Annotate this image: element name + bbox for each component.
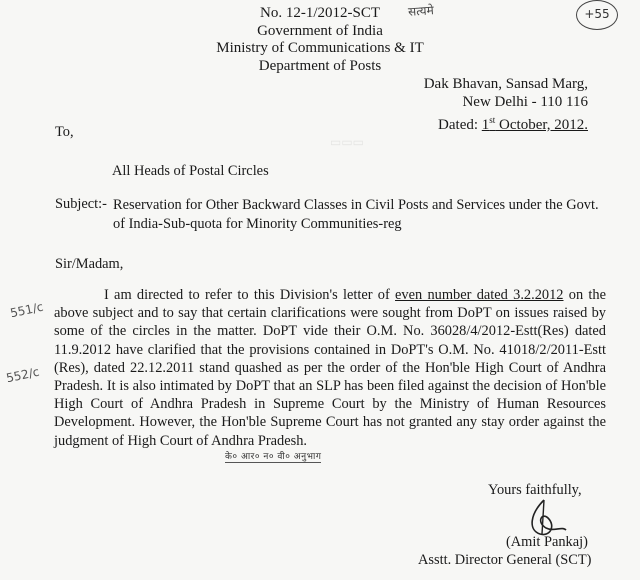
file-number: No. 12-1/2012-SCT: [260, 5, 380, 21]
body-intro: I am directed to refer to this Division's letter of: [104, 287, 396, 303]
government-line: Government of India: [257, 23, 383, 39]
top-scribble: सत्यमे: [407, 3, 435, 19]
signatory-designation: Asstt. Director General (SCT): [418, 552, 592, 568]
signatory-name: (Amit Pankaj): [506, 534, 588, 550]
yours-faithfully: Yours faithfully,: [488, 482, 582, 498]
address-line-2: New Delhi - 110 116: [462, 94, 588, 110]
address-line-1: Dak Bhavan, Sansad Marg,: [423, 76, 588, 92]
margin-note-2: 552/c: [4, 364, 41, 386]
body-underlined-ref: even number dated 3.2.2012: [395, 287, 564, 303]
subject-text: Reservation for Other Backward Classes in Civil Posts and Services under the Govt. of India-Sub-quota for Minority Communities-reg: [113, 197, 599, 232]
ministry-line: Ministry of Communications & IT: [216, 40, 424, 56]
body-paragraph: [54, 286, 606, 450]
hindi-stamp: के० आर० न० वी० अनुभाग: [225, 449, 321, 463]
salutation: Sir/Madam,: [55, 256, 124, 272]
dated-suffix: st: [489, 115, 496, 125]
circled-number: +55: [576, 0, 618, 30]
to-label: To,: [55, 124, 74, 140]
dated-rest: October, 2012.: [495, 117, 588, 133]
recipient: All Heads of Postal Circles: [112, 163, 269, 179]
dated-day: 1: [481, 117, 490, 133]
department-line: Department of Posts: [258, 58, 382, 74]
dated-value: [482, 117, 588, 133]
subject-label: Subject:-: [55, 196, 107, 212]
body-rest: on the above subject and to say that certain clarifications were sought from DoPT on issues raised by some of the circles in the matter. DoPT vide their O.M. No. 36028/4/2012-Estt(Res) dated 11.9.2012 have clarified that the provisions contained in DoPT's O.M. No. 41018/2/2011-Estt (Res), dated 22.12.2011 stand quashed as per the order of the Hon'ble High Court of Andhra Pradesh. It is also intimated by DoPT that an SLP has been filed against the decision of Hon'ble High Court of Andhra Pradesh in Supreme Court by the Ministry of Human Resources Development. However, the Hon'ble Supreme Court has not granted any stay order against the judgment of High Court of Andhra Pradesh.: [54, 287, 607, 449]
bleed-through-mark: ▭▭▭: [330, 135, 365, 149]
margin-note-1: 551/c: [8, 299, 45, 321]
dated-label: Dated:: [438, 117, 482, 133]
dated-line: [360, 112, 588, 134]
